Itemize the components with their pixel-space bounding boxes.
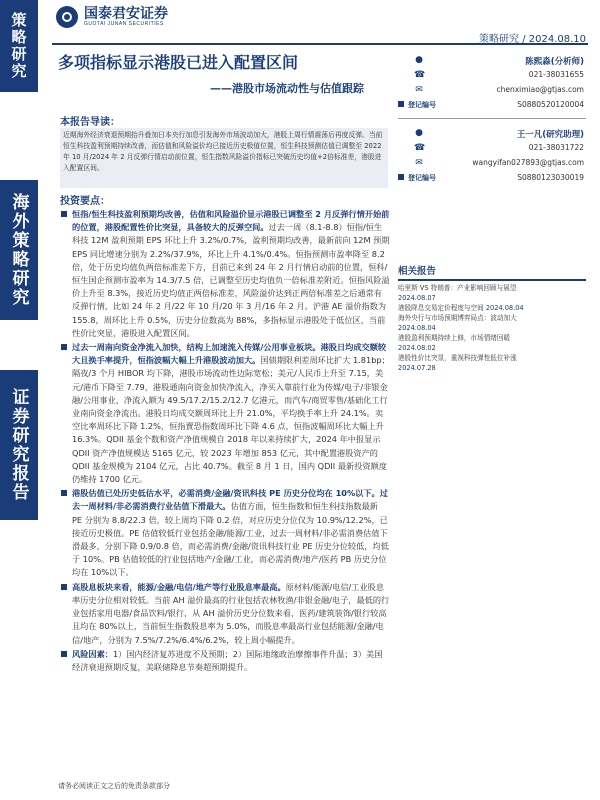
cert-icon — [398, 174, 404, 180]
category-date: 策略研究 / 2024.08.10 — [479, 34, 586, 45]
invest-bullets — [60, 208, 390, 675]
footer-disclaimer: 请务必阅读正文之后的免责条款部分 — [58, 782, 170, 790]
analyst-1-cert-label: 登记编号 — [408, 101, 436, 109]
bullet-4-text: 原材料/能源/电信/工业股息率历史分位相对较低。当前 AH 溢价最高的行业包括农林牧渔/非银金融/电子，最低的行业包括家用电器/食品饮料/银行，从 AH 溢价历史分位数来看，医药/建筑装饰/银行较高且均在 80%以上，当前恒生指数股息率为 5.0%，而股息率最高行业包括能源/金融/电信/地产，分别为 7.5%/7.2%/6.4%/6.2%，较上周小幅提升。 — [72, 581, 390, 645]
related-item[interactable]: 海外央行与市场预期博弈局点：波动加大 2024.08.04 — [398, 314, 517, 332]
email-icon: ✉ — [415, 158, 423, 168]
bullet-2-bold: 过去一周南向资金净流入加快，结构上加速流入传媒/公用事业板块。港股日均成交额较大且换手率提升，恒指波幅大幅上升港股波动加大。 — [72, 342, 387, 366]
sidebar — [0, 0, 38, 800]
related-heading: 相关报告 — [398, 266, 437, 277]
page-subtitle: ——港股市场流动性与估值跟踪 — [210, 82, 364, 95]
cert-icon — [398, 101, 404, 107]
page-title: 多项指标显示港股已进入配置区间 — [58, 53, 299, 72]
bullet-2 — [60, 341, 390, 486]
analyst-2-name: 王一凡(研究助理) — [516, 130, 584, 140]
logo — [56, 6, 168, 28]
related-item[interactable]: 港股性价比突显，重视科技弹性低位补涨 2024.07.28 — [398, 354, 517, 372]
sidebar-report-type: 证券研究报告 — [0, 370, 38, 520]
bullet-4-bold: 高股息板块来看，能源/金融/电信/地产等行业股息率最高。 — [72, 581, 286, 592]
phone-icon: ☎ — [414, 70, 426, 80]
sidebar-category: 策略研究 — [0, 0, 38, 92]
related-item[interactable]: 哈里斯 VS 特朗普：产业影响回顾与展望 2024.08.07 — [398, 284, 517, 302]
header — [38, 0, 600, 45]
bullet-5-bold: 风险因素： — [72, 648, 113, 659]
analyst-2-email[interactable]: wangyifan027893@gtjas.com — [472, 158, 584, 167]
intro-heading: 本报告导读： — [60, 117, 120, 128]
analyst-1-phone: 021-38031655 — [528, 70, 584, 79]
bullet-1-text: 过去一周（8.1-8.8）恒指/恒生科技 12M 盈利预期 EPS 环比上升 3.2%/0.7%，盈利预期均改善，最新前向 12M 预期 EPS 同比增速分别为 2.2%/37.9%，环比上升 4.1%/0.4%。恒指预测市盈率降至 8.2 倍，处于历史均值负两倍标准差下方，目前已来到 24 年 2 月行情启动前的位置，恒科/恒生国企预测市盈率为 14.3/7.5 倍，已调整至历史均值负一倍标准差附近。恒指风险溢价上升至 8.3%，接近历史均值正两倍标准差，风险溢价达到正两倍标准差之后通常有反弹行情，比如 24 年 2 月/22 年 10 月/20 年 3 月/16 年 2 月。沪港 AE 溢价指数为 155.8，周环比上升 0.5%，历史分位数高为 88%，多指标显示港股处于低位区，当前性价比突显，港股进入配置区间。 — [72, 222, 390, 338]
person-icon: ● — [415, 55, 423, 65]
analyst-1-name: 陈熙淼(分析师) — [525, 57, 584, 67]
analyst-1-email[interactable]: chenximiao@gtjas.com — [496, 85, 584, 94]
analyst-2-cert-label: 登记编号 — [408, 174, 436, 182]
related-item[interactable]: 港股盈利预期持续上修，市场情绪回暖 2024.08.02 — [398, 334, 511, 352]
bullet-3-text: 估值方面，恒生指数和恒生科技指数最新 PE 分别为 8.8/22.3 倍，较上周均下降 0.2 倍，对应历史分位仅为 10.9%/12.2%，已接近历史极值。PE 估值较低行业包括金融/能源/工业，过去一周材料/非必需消费估值下滑最多，分别下降 0.9/0.8 倍，而必需消费/金融/资讯科技行业 PE 历史分位较低，均低于 10%。PB 估值较低的行业包括地产/金融/工业，而必需消费/地产/医药 PB 历史分位均在 10%以下。 — [72, 501, 389, 578]
sidebar-subcategory: 海外策略研究 — [0, 180, 38, 320]
bullet-1-bold: 恒指/恒生科技盈利预期均改善，估值和风险溢价显示港股已调整至 2 月反弹行情开始前的位置，港股配置性价比突显，具备较大的反弹空间。 — [72, 209, 390, 233]
person-icon: ● — [415, 128, 423, 138]
header-divider — [52, 43, 588, 45]
logo-en: GUOTAI JUNAN SECURITIES — [84, 21, 164, 27]
related-divider — [398, 279, 586, 281]
bullet-4 — [60, 581, 390, 647]
logo-icon — [56, 6, 78, 28]
bullet-1 — [60, 208, 390, 340]
analyst-1-cert: S0880520120004 — [517, 100, 584, 109]
intro-text: 近期海外经济衰退预期抬升叠加日本央行加息引发海外市场波动加大，港股上周行情震荡后再度反弹。当前恒生科技盈利预期持续改善，而估值和风险溢价均已接近历史极值位置，恒生科技预测估值已调整至 2022 年 10 月/2024 年 2 月反弹行情启动前位置，恒生指数风险溢价指标已突破历史均值+2倍标准差，港股进入配置区间。 — [60, 128, 388, 188]
analyst-divider — [398, 118, 586, 119]
analyst-2-cert: S0880123030019 — [517, 173, 584, 182]
phone-icon: ☎ — [414, 143, 426, 153]
bullet-5 — [60, 648, 390, 674]
email-icon: ✉ — [415, 85, 423, 95]
invest-heading: 投资要点： — [60, 196, 110, 207]
related-reports — [398, 283, 588, 373]
bullet-3-bold: 港股估值已处历史低估水平，必需消费/金融/资讯科技 PE 历史分位均在 10%以下。过去一周材料/非必需消费行业估值下滑最大。 — [72, 488, 388, 512]
bullet-3 — [60, 487, 390, 579]
bullet-2-text: 国债期限利差周环比扩大 1.81bp；隔夜/3 个月 HIBOR 均下降，港股市场流动性边际宽松；美元/人民币上升至 7.15，美元/港币下降至 7.79，港股通南向资金加快净流入，净买入靠前行业为传媒/电子/非银金融/公用事业，净流入额为 49.5/17.2/15.2/12.7 亿港元，而汽车/商贸零售/基础化工行业南向资金净流出。港股日均成交额周环比上升 21.0%，平均换手率上升 24.1%。卖空比率周环比下降 1.2%，恒指賣恐指数周环比下降 4.6 点，恒指波幅周环比大幅上升 16.3%。QDII 基金个数和资产净值规模自 2018 年以来持续扩大，2024 年中报显示 QDII 资产净值规模达 5165 亿元，较 2023 年增加 853 亿元，其中配置港股资产的 QDII 基金规模为 2104 亿元，占比 40.7%。截至 8 月 1 日，国内 QDII 最新投资额度仍维持 1700 亿元。 — [72, 355, 390, 485]
logo-cn: 国泰君安证券 — [84, 6, 168, 22]
related-item[interactable]: 港股降息交易定价程度与空间 2024.08.04 — [398, 304, 524, 312]
bullet-5-text: 1）国内经济复苏进度不及预期；2）国际地缘政治摩擦事件升温；3）美国经济衰退预期反复，美联储降息节奏超预期提升。 — [72, 648, 383, 672]
analyst-2-phone: 021-38031722 — [528, 143, 584, 152]
